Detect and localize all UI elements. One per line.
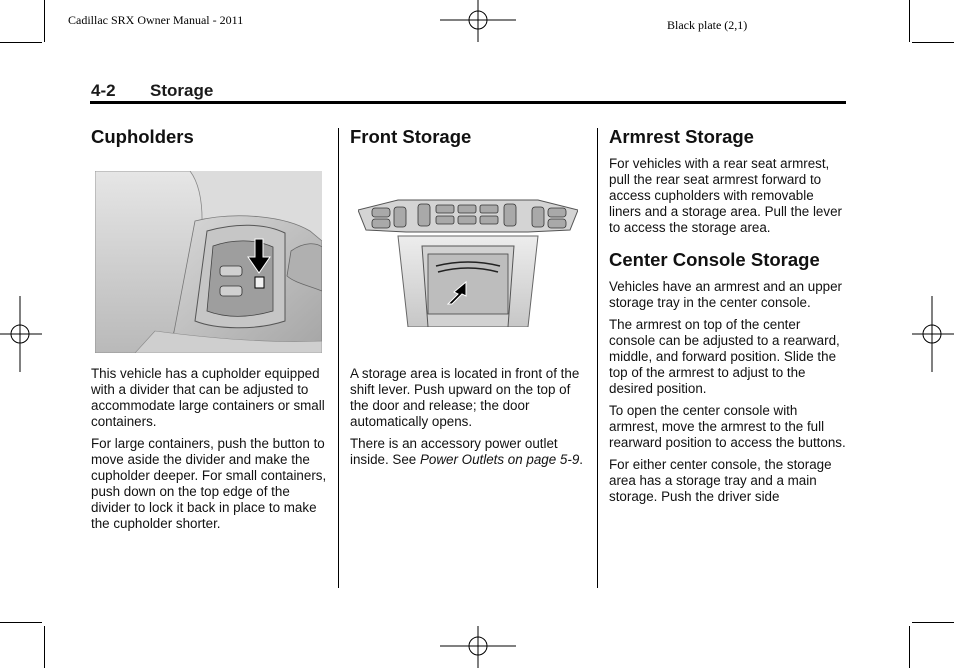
heading-cupholders: Cupholders — [91, 126, 194, 147]
section-number: 4-2 — [91, 81, 116, 100]
front-storage-paragraph-2 — [350, 436, 590, 468]
column-front-storage — [350, 126, 588, 148]
header-rule — [90, 101, 846, 104]
manual-title: Cadillac SRX Owner Manual - 2011 — [68, 13, 244, 27]
column-cupholders — [91, 126, 329, 148]
registration-mark-bottom — [440, 626, 516, 668]
cupholder-illustration — [95, 171, 322, 353]
power-outlets-reference-link[interactable]: Power Outlets on page 5-9 — [419, 452, 580, 467]
heading-front-storage: Front Storage — [350, 126, 472, 147]
armrest-paragraph: For vehicles with a rear seat armrest, pull the rear seat armrest forward to access cupholders with removable liners and a storage area. Pull the lever to access the storage area. — [609, 156, 842, 235]
plate-label: Black plate (2,1) — [667, 18, 748, 32]
section-title: Storage — [150, 81, 214, 100]
column-divider-2 — [597, 128, 598, 588]
column-front-storage-text — [350, 366, 590, 474]
console-paragraph-3: To open the center console with armrest, move the armrest to the full rearward position to access the buttons. — [609, 403, 846, 450]
column-divider-1 — [338, 128, 339, 588]
heading-center-console-storage: Center Console Storage — [609, 249, 820, 270]
front-storage-paragraph-1: A storage area is located in front of the shift lever. Push upward on the top of the door and release; the door automatically opens. — [350, 366, 580, 429]
console-paragraph-2: The armrest on top of the center console can be adjusted to a rearward, middle, and forward position. Slide the top of the armrest to adjust to the desired position. — [609, 317, 840, 396]
registration-mark-top — [440, 0, 516, 42]
column-armrest-storage — [609, 126, 849, 511]
power-outlet-text: There is an accessory power outlet inside. See — [350, 436, 558, 467]
column-cupholders-text — [91, 366, 331, 538]
front-storage-illustration — [358, 196, 578, 327]
console-paragraph-1: Vehicles have an armrest and an upper storage tray in the center console. — [609, 279, 842, 310]
registration-mark-right — [912, 296, 954, 372]
heading-armrest-storage: Armrest Storage — [609, 126, 754, 147]
console-paragraph-4: For either center console, the storage area has a storage tray and a main storage. Push the driver side — [609, 457, 832, 504]
power-outlet-period: . — [579, 452, 584, 467]
cupholders-paragraph-2: For large containers, push the button to move aside the divider and make the cupholder deeper. For small containers, push down on the top edge of the divider to lock it back in place to make the cupholder shorter. — [91, 436, 327, 531]
registration-mark-left — [0, 296, 42, 372]
cupholders-paragraph-1: This vehicle has a cupholder equipped with a divider that can be adjusted to accommodate large containers or small containers. — [91, 366, 325, 429]
